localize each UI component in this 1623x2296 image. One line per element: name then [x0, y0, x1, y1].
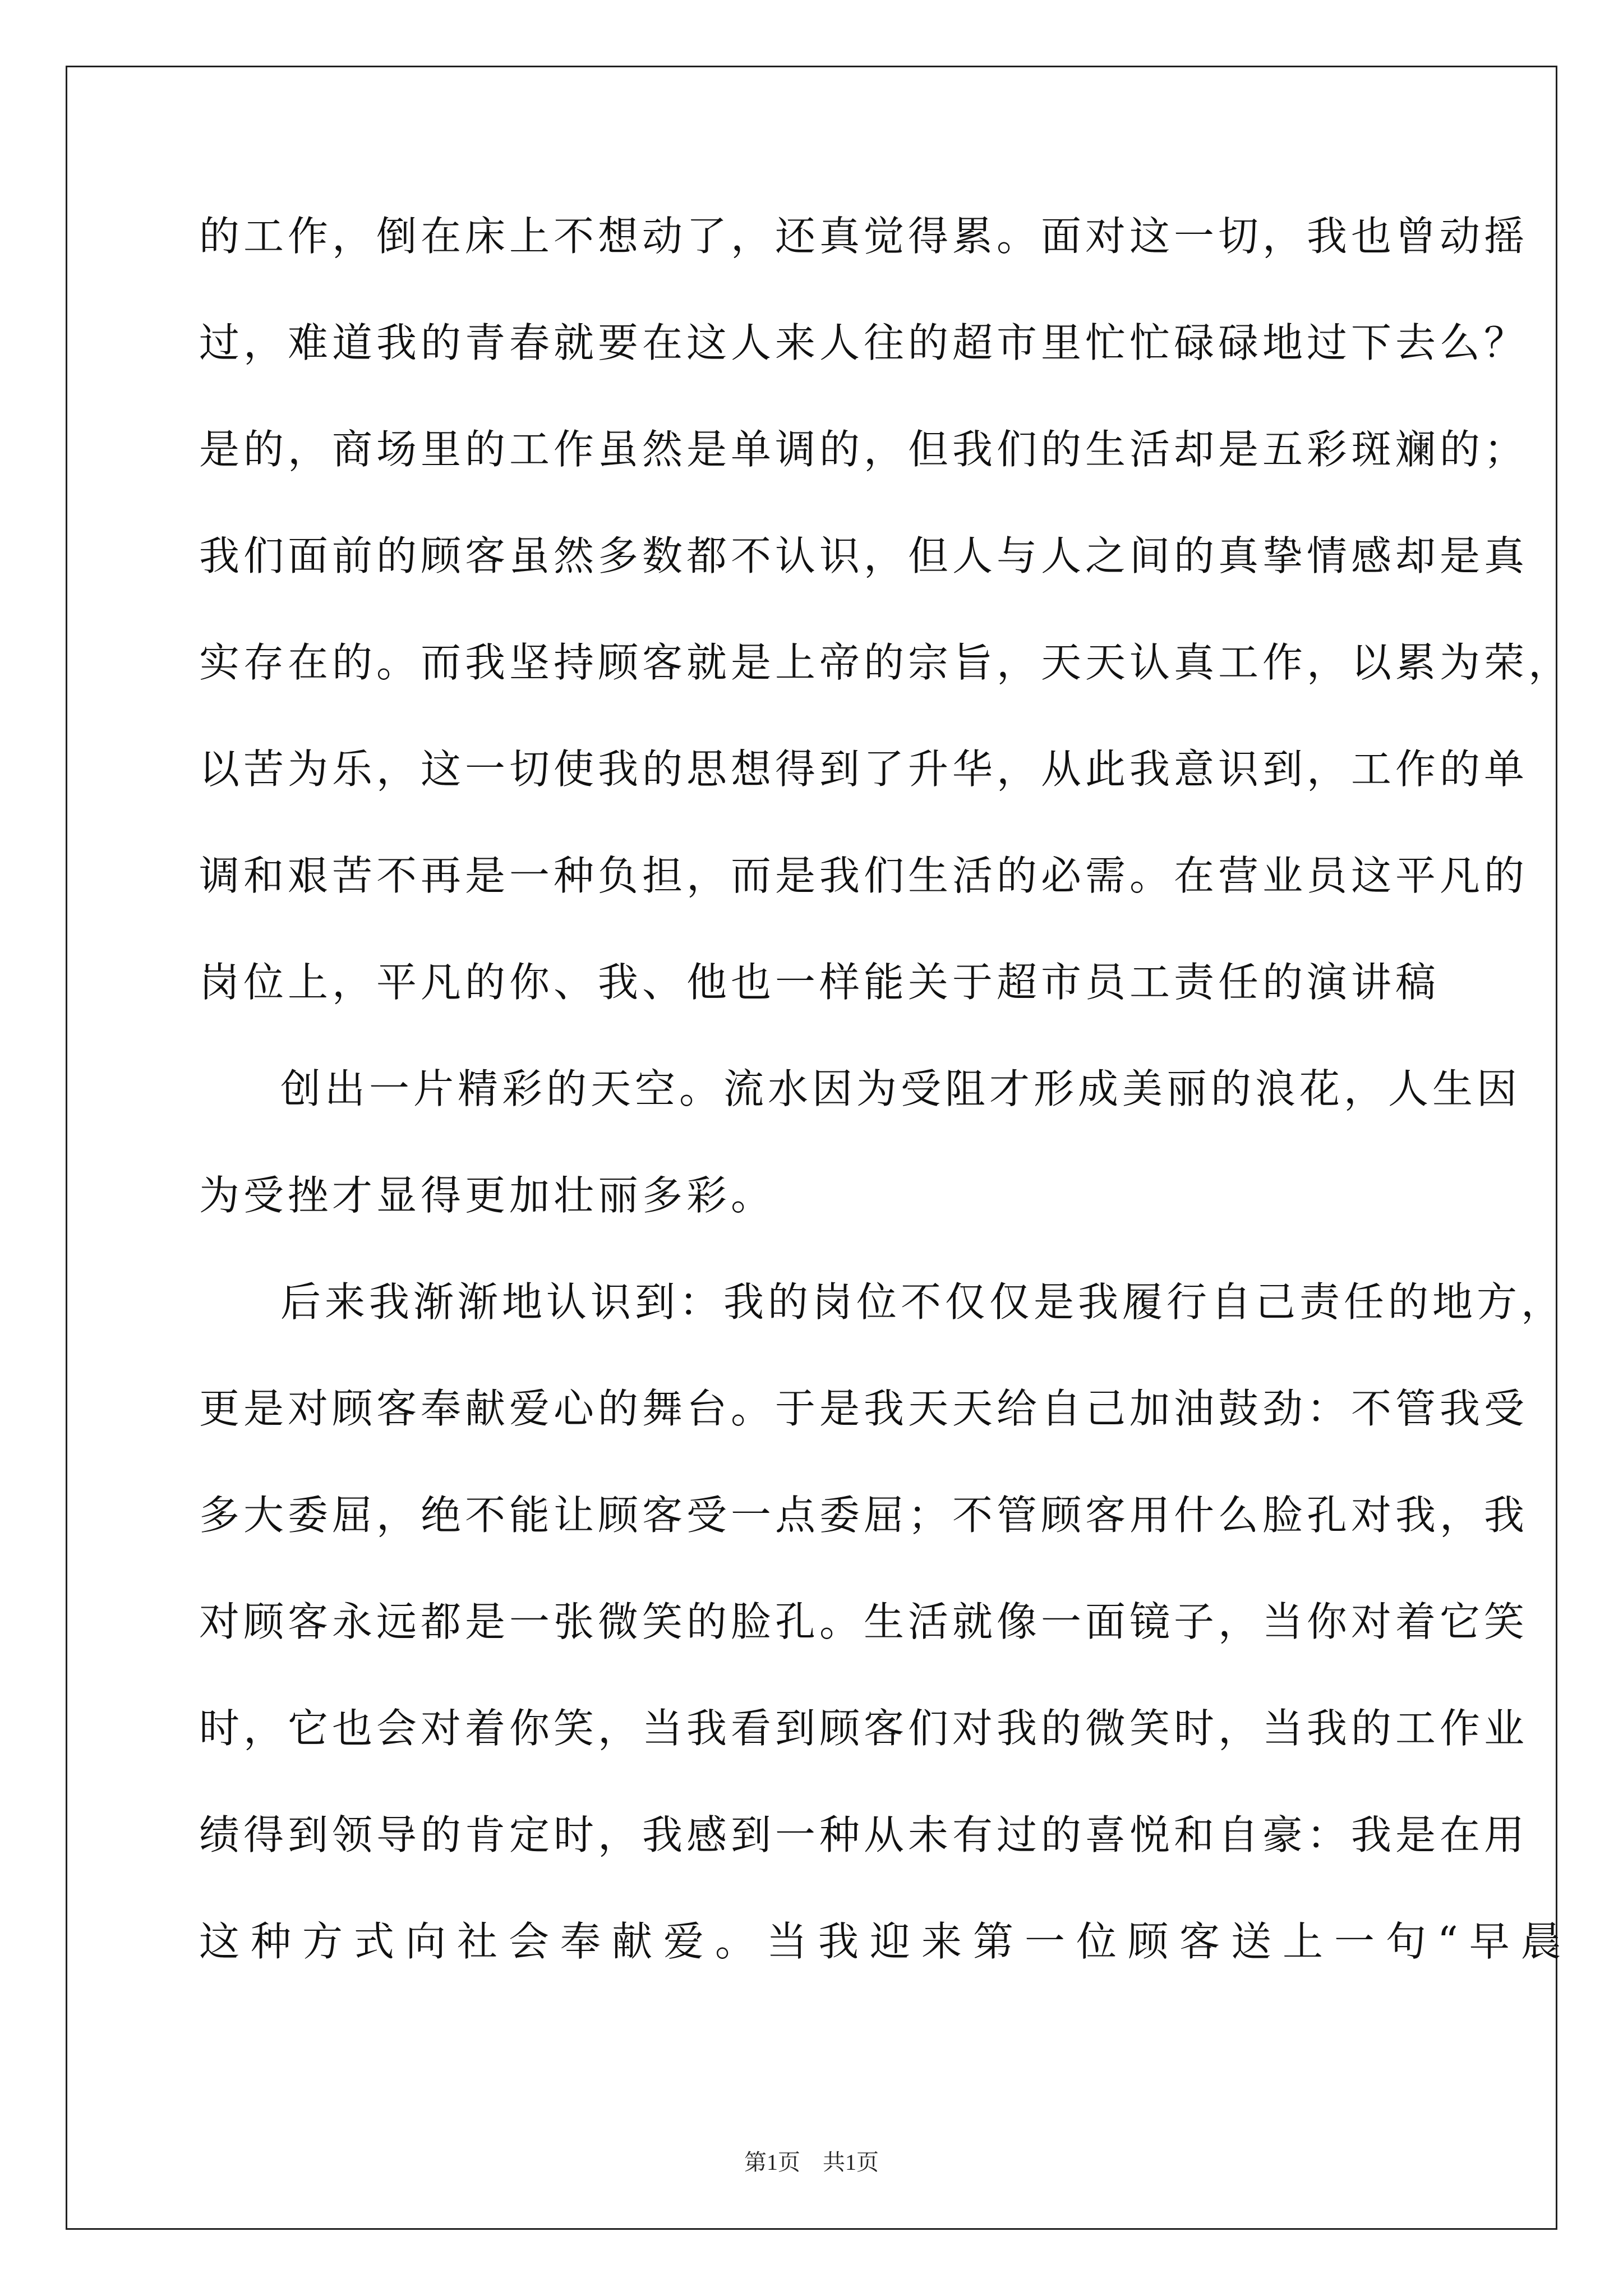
paragraph-start-line: 后来我渐渐地认识到：我的岗位不仅仅是我履行自己责任的地方，: [280, 1278, 1566, 1326]
text-line: 过，难道我的青春就要在这人来人往的超市里忙忙碌碌地过下去么？: [199, 319, 1529, 366]
text-line: 的工作，倒在床上不想动了，还真觉得累。面对这一切，我也曾动摇: [199, 213, 1529, 260]
text-line: 更是对顾客奉献爱心的舞台。于是我天天给自己加油鼓劲：不管我受: [199, 1385, 1529, 1432]
text-line: 为受挫才显得更加壮丽多彩。: [199, 1172, 776, 1219]
page-number-footer: 第1页 共1页: [744, 2150, 879, 2175]
text-line: 时，它也会对着你笑，当我看到顾客们对我的微笑时，当我的工作业: [199, 1705, 1529, 1752]
text-line: 这种方式向社会奉献爱。当我迎来第一位顾客送上一句“早晨: [199, 1918, 1573, 1965]
text-line: 对顾客永远都是一张微笑的脸孔。生活就像一面镜子，当你对着它笑: [199, 1598, 1529, 1645]
text-line: 以苦为乐，这一切使我的思想得到了升华，从此我意识到，工作的单: [199, 746, 1529, 793]
text-line: 多大委屈，绝不能让顾客受一点委屈；不管顾客用什么脸孔对我，我: [199, 1492, 1529, 1539]
text-line: 调和艰苦不再是一种负担，而是我们生活的必需。在营业员这平凡的: [199, 852, 1529, 899]
text-line: 岗位上，平凡的你、我、他也一样能关于超市员工责任的演讲稿: [199, 959, 1440, 1006]
document-body: [199, 213, 1573, 2028]
text-line: 绩得到领导的肯定时，我感到一种从未有过的喜悦和自豪：我是在用: [199, 1811, 1529, 1858]
paragraph-start-line: 创出一片精彩的天空。流水因为受阻才形成美丽的浪花，人生因: [280, 1065, 1521, 1112]
text-line: 实存在的。而我坚持顾客就是上帝的宗旨，天天认真工作，以累为荣，: [199, 639, 1573, 686]
text-line: 是的，商场里的工作虽然是单调的，但我们的生活却是五彩斑斓的；: [199, 426, 1529, 473]
text-line: 我们面前的顾客虽然多数都不认识，但人与人之间的真挚情感却是真: [199, 532, 1529, 579]
